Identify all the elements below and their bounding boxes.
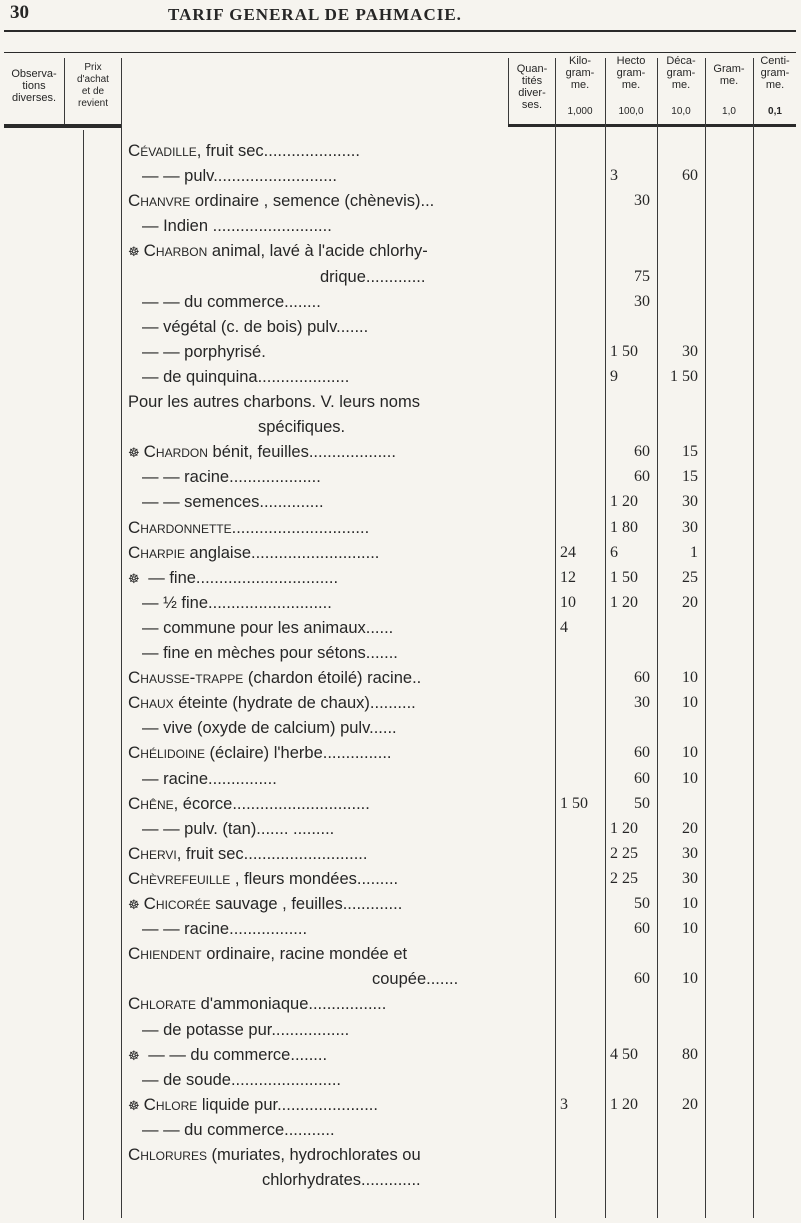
- kilo-value: 1 50: [560, 794, 588, 812]
- table-row: [0, 793, 801, 817]
- entry-label: [142, 215, 332, 237]
- entry-name: Chardon: [143, 442, 208, 462]
- deca-value: 20: [682, 819, 698, 837]
- entry-label: [142, 617, 393, 639]
- page-number: 30: [10, 2, 29, 23]
- entry-text: — de potasse pur.................: [142, 1020, 350, 1039]
- hecto-value: 60: [634, 468, 650, 486]
- header-centi: Centi- gram- me.: [760, 55, 790, 91]
- deca-value: 25: [682, 568, 698, 586]
- entry-name: Chlorate: [128, 994, 197, 1014]
- entry-text: — — pulv. (tan)....... .........: [142, 819, 335, 838]
- deca-value: 60: [682, 167, 698, 185]
- hecto-value: 60: [634, 769, 650, 787]
- entry-label: [128, 1144, 421, 1166]
- table-row: [0, 742, 801, 766]
- entry-text: (muriates, hydrochlorates ou: [206, 1146, 421, 1164]
- table-row: [0, 993, 801, 1017]
- entry-name: Charpie: [128, 542, 185, 562]
- hecto-value: 60: [634, 970, 650, 988]
- table-row: [0, 466, 801, 490]
- table-row: [0, 1094, 801, 1118]
- table-row: [0, 341, 801, 365]
- entry-text: d'ammoniaque.................: [196, 995, 387, 1014]
- hecto-value: 50: [634, 895, 650, 912]
- header-kilo: Kilo- gram- me.: [565, 55, 595, 91]
- hecto-value: 1 50: [610, 342, 638, 360]
- entry-text: — végétal (c. de bois) pulv.......: [142, 317, 369, 336]
- running-title: TARIF GENERAL DE PAHMACIE.: [168, 5, 462, 24]
- header-gram-unit: 1,0: [722, 106, 736, 117]
- deca-value: 10: [682, 895, 698, 912]
- hecto-value: 1 20: [610, 819, 638, 837]
- entry-text: — de quinquina....................: [142, 367, 350, 386]
- deca-value: 30: [682, 518, 698, 536]
- marker-icon: ☸: [128, 570, 140, 586]
- deca-value: 15: [682, 443, 698, 461]
- table-row: [0, 391, 801, 415]
- table-row: [0, 1169, 801, 1193]
- table-row: [0, 918, 801, 942]
- marker-icon: ☸: [128, 1097, 140, 1113]
- table-row: [0, 140, 801, 164]
- table-row: [0, 1019, 801, 1043]
- table-row: [0, 291, 801, 315]
- entry-label: [258, 416, 345, 438]
- entry-label: [128, 943, 407, 965]
- hecto-value: 9: [610, 367, 618, 385]
- deca-value: 30: [682, 342, 698, 360]
- entry-name: Chanvre: [128, 191, 191, 211]
- header-deca: Déca- gram- me.: [666, 55, 696, 91]
- entry-text: anglaise............................: [184, 543, 380, 562]
- deca-value: 30: [682, 493, 698, 511]
- entry-text: , fleurs mondées.........: [230, 869, 399, 888]
- entry-text: coupée.......: [372, 970, 459, 989]
- deca-value: 1: [690, 543, 698, 561]
- deca-value: 30: [682, 869, 698, 887]
- entry-text: , écorce..............................: [173, 794, 370, 813]
- table-row: [0, 416, 801, 440]
- header-centi-unit: 0,1: [768, 106, 782, 117]
- table-row: [0, 692, 801, 716]
- table-row: [0, 491, 801, 515]
- table-row: [0, 768, 801, 792]
- header-hecto: Hecto gram- me.: [616, 55, 646, 91]
- entry-label: [262, 1169, 421, 1191]
- deca-value: 10: [682, 769, 698, 787]
- table-row: [0, 165, 801, 189]
- marker-icon: ☸: [128, 897, 140, 912]
- entry-text: — — racine.................: [142, 920, 308, 939]
- hecto-value: 1 20: [610, 1095, 638, 1113]
- entry-text: bénit, feuilles...................: [207, 443, 396, 462]
- entry-label: [142, 642, 398, 664]
- table-row: [0, 617, 801, 641]
- hecto-value: 1 20: [610, 593, 638, 611]
- entry-text: spécifiques.: [258, 418, 346, 437]
- kilo-value: 10: [560, 593, 576, 611]
- hecto-value: 60: [634, 443, 650, 461]
- header-quantites: Quan- tités diver- ses.: [516, 63, 548, 111]
- hecto-value: 2 25: [610, 844, 638, 862]
- entry-text: — — racine....................: [142, 468, 321, 487]
- entry-text: Pour les autres charbons. V. leurs noms: [128, 393, 420, 411]
- entry-name: Chausse-trappe: [128, 668, 244, 688]
- entry-text: (chardon étoilé) racine..: [243, 669, 422, 688]
- deca-value: 15: [682, 468, 698, 486]
- entry-name: Chicorée: [143, 894, 211, 913]
- hecto-value: 1 20: [610, 493, 638, 511]
- marker-icon: ☸: [128, 445, 140, 461]
- deca-value: 10: [682, 970, 698, 988]
- hecto-value: 30: [634, 192, 650, 210]
- entry-text: — commune pour les animaux......: [142, 618, 394, 637]
- table-row: [0, 567, 801, 591]
- deca-value: 10: [682, 694, 698, 712]
- hecto-value: 50: [634, 794, 650, 812]
- hecto-value: 1 80: [610, 518, 638, 536]
- table-row: [0, 517, 801, 541]
- hecto-value: 4 50: [610, 1045, 638, 1063]
- deca-value: 20: [682, 593, 698, 611]
- entry-text: animal, lavé à l'acide chlorhy-: [207, 242, 428, 261]
- table-row: [0, 366, 801, 390]
- entry-text: — — porphyrisé.: [142, 342, 266, 361]
- table-row: [0, 266, 801, 290]
- entry-text: — fine en mèches pour sétons.......: [142, 644, 398, 662]
- header-prix: Prix d'achat et de revient: [77, 62, 109, 109]
- table-row: [0, 592, 801, 616]
- table-row: [0, 215, 801, 239]
- header-kilo-unit: 1,000: [567, 106, 593, 117]
- marker-icon: ☸: [128, 244, 140, 260]
- deca-value: 10: [682, 669, 698, 687]
- hecto-value: 3: [610, 167, 618, 185]
- table-row: [0, 316, 801, 340]
- hecto-value: 1 50: [610, 568, 638, 586]
- table-row: [0, 1144, 801, 1168]
- marker-icon: ☸: [128, 1047, 140, 1063]
- hecto-value: 30: [634, 694, 650, 712]
- hecto-value: 2 25: [610, 869, 638, 887]
- entry-text: — ½ fine...........................: [142, 593, 332, 612]
- entry-name: Chaux: [128, 693, 174, 713]
- entry-text: ordinaire, racine mondée et: [201, 945, 408, 964]
- table-row: [0, 1069, 801, 1093]
- table-row: [0, 968, 801, 992]
- table-row: [0, 868, 801, 892]
- entry-label: [128, 240, 428, 263]
- table-row: [0, 1119, 801, 1143]
- entry-text: — — du commerce........: [142, 292, 321, 311]
- entry-label: [142, 1069, 341, 1091]
- entry-text: — fine...............................: [143, 568, 339, 587]
- table-row: [0, 667, 801, 691]
- entry-name: Cévadille: [128, 141, 197, 160]
- hecto-value: 6: [610, 543, 618, 561]
- table-row: [0, 441, 801, 465]
- table-row: [0, 717, 801, 741]
- entry-text: chlorhydrates.............: [262, 1171, 421, 1190]
- entry-label: [142, 717, 397, 739]
- table-row: [0, 542, 801, 566]
- table-row: [0, 1044, 801, 1068]
- hecto-value: 60: [634, 744, 650, 762]
- entry-label: [142, 1119, 335, 1141]
- header-gram: Gram- me.: [713, 63, 745, 87]
- header-hecto-unit: 100,0: [618, 106, 644, 117]
- hecto-value: 30: [634, 292, 650, 310]
- deca-value: 1 50: [670, 367, 698, 385]
- entry-name: Chêne: [128, 793, 174, 813]
- table-row: [0, 190, 801, 214]
- hecto-value: 60: [634, 920, 650, 938]
- entry-label: [128, 140, 360, 162]
- deca-value: 80: [682, 1045, 698, 1063]
- kilo-value: 12: [560, 568, 576, 586]
- kilo-value: 4: [560, 618, 568, 636]
- entry-text: — de soude........................: [142, 1070, 341, 1089]
- entry-name: Chervi: [128, 843, 177, 863]
- entry-text: — — du commerce...........: [142, 1120, 335, 1139]
- entry-text: sauvage , feuilles.............: [210, 895, 403, 913]
- entry-text: — — du commerce........: [143, 1045, 328, 1064]
- entry-text: éteinte (hydrate de chaux)..........: [173, 694, 416, 713]
- hecto-value: 75: [634, 267, 650, 285]
- entry-name: Chardonnette: [128, 517, 232, 537]
- entry-name: Chiendent: [128, 944, 202, 964]
- entry-text: — vive (oxyde de calcium) pulv......: [142, 719, 397, 738]
- entry-text: — Indien ..........................: [142, 217, 332, 236]
- entry-text: , fruit sec.....................: [196, 142, 360, 160]
- entry-label: [128, 993, 386, 1015]
- table-row: [0, 642, 801, 666]
- deca-value: 10: [682, 744, 698, 762]
- entry-name: Chèvrefeuille: [128, 868, 231, 888]
- deca-value: 30: [682, 844, 698, 862]
- entry-name: Chlore: [143, 1094, 198, 1114]
- entry-text: — — semences..............: [142, 493, 324, 512]
- table-row: [0, 893, 801, 917]
- deca-value: 10: [682, 920, 698, 938]
- deca-value: 20: [682, 1095, 698, 1113]
- entry-text: , fruit sec...........................: [176, 844, 368, 863]
- entry-text: ordinaire , semence (chènevis)...: [190, 192, 435, 211]
- table-row: [0, 240, 801, 264]
- table-row: [0, 843, 801, 867]
- entry-text: drique.............: [320, 267, 426, 286]
- header-observations: Observa- tions diverses.: [11, 68, 57, 104]
- entry-text: — — pulv...........................: [142, 167, 337, 186]
- kilo-value: 3: [560, 1095, 568, 1113]
- entry-text: ..............................: [231, 518, 370, 537]
- entry-text: liquide pur......................: [197, 1095, 378, 1114]
- header-deca-unit: 10,0: [671, 106, 691, 117]
- entry-text: — racine...............: [142, 769, 277, 788]
- entry-name: Charbon: [143, 241, 208, 261]
- entry-label: [142, 1019, 349, 1041]
- hecto-value: 60: [634, 669, 650, 687]
- entry-label: [142, 316, 368, 338]
- table-row: [0, 818, 801, 842]
- entry-name: Chlorures: [128, 1145, 207, 1164]
- kilo-value: 24: [560, 543, 576, 561]
- entry-text: (éclaire) l'herbe...............: [204, 744, 392, 763]
- table-row: [0, 943, 801, 967]
- entry-name: Chélidoine: [128, 743, 205, 763]
- entry-label: [128, 391, 420, 413]
